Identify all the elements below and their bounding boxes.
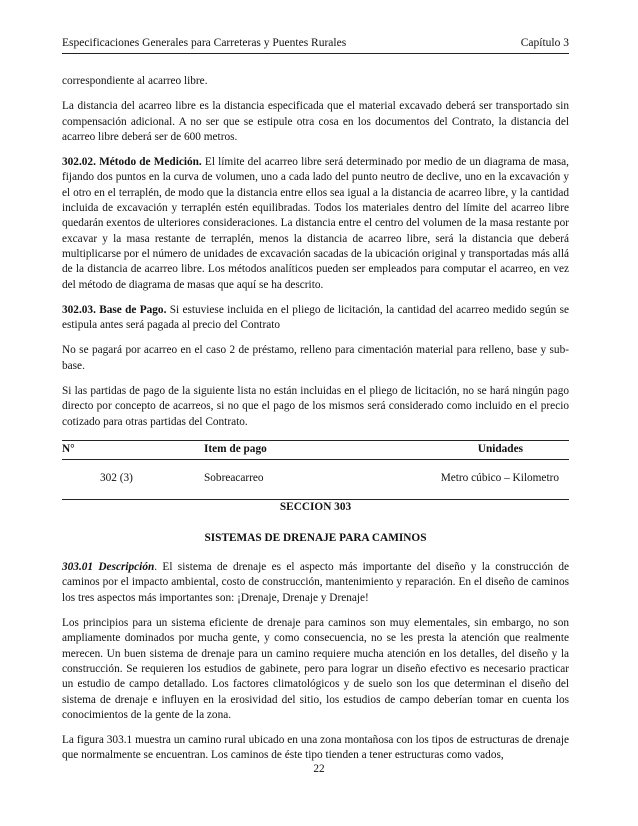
paragraph: Los principios para un sistema eficiente de drenaje para caminos son muy elementales, sin embargo, no son ampliamente dominados por mucha gente, y como consecuencia, no se les presta la atención que realmente merecen. Un buen sistema de drenaje para un camino requiere mucha atención en los detalles, del diseño y la construcción. Se requieren los estudios de gabinete, pero para lograr un diseño efectivo es necesario practicar un estudio de campo detallado. Los factores climatológicos y de suelo son los que determinan el diseño del sistema de drenaje e influyen en la erosividad del sitio, los estudios de campo deberían tomar en cuenta los conocimientos de la gente de la zona. bbox=[62, 617, 569, 721]
header-number: N° bbox=[62, 440, 204, 459]
heading-302-03: 302.03. Base de Pago. bbox=[62, 303, 167, 316]
pay-items-table bbox=[62, 440, 569, 500]
paragraph: No se pagará por acarreo en el caso 2 de préstamo, relleno para cimentación material para relleno, base y sub-base. bbox=[62, 344, 569, 372]
paragraph: Si las partidas de pago de la siguiente lista no están incluidas en el pliego de licitación, no se hará ningún pago directo por concepto de acarreos, si no que el pago de los mismos será considerado como incluido en el precio cotizado para otras partidas del Contrato. bbox=[62, 385, 569, 428]
header-chapter: Capítulo 3 bbox=[520, 37, 569, 49]
paragraph-body: . El sistema de drenaje es el aspecto más importante del diseño y la construcción de caminos por el impacto ambiental, costo de construcción, mantenimiento y reparación. En el diseño de caminos los tres aspectos más importantes son: ¡Drenaje, Drenaje y Drenaje! bbox=[62, 561, 569, 604]
paragraph-payment bbox=[62, 303, 569, 334]
heading-303-01: 303.01 Descripción bbox=[62, 561, 155, 574]
cell-number: 302 (3) bbox=[62, 460, 204, 499]
page-body bbox=[62, 74, 569, 774]
header-item: Item de pago bbox=[204, 440, 426, 459]
paragraph-measurement bbox=[62, 155, 569, 293]
paragraph: La figura 303.1 muestra un camino rural ubicado en una zona montañosa con los tipos de estructuras de drenaje que normalmente se encuentran. Los caminos de éste tipo tienden a tener estructuras como vados, bbox=[62, 734, 569, 762]
table-row bbox=[62, 460, 569, 499]
section-subtitle: SISTEMAS DE DRENAJE PARA CAMINOS bbox=[204, 531, 427, 544]
cell-units: Metro cúbico – Kilometro bbox=[426, 460, 569, 499]
paragraph: correspondiente al acarreo libre. bbox=[62, 75, 208, 87]
paragraph: La distancia del acarreo libre es la distancia especificada que el material excavado deberá ser transportado sin compensación adicional. A no ser que se estipule otra cosa en los documentos del Contrato, la distancia del acarreo libre deberá ser de 600 metros. bbox=[62, 100, 569, 143]
header-units: Unidades bbox=[426, 440, 569, 459]
cell-item: Sobreacarreo bbox=[204, 460, 426, 499]
section-title: SECCION 303 bbox=[279, 500, 352, 513]
page-number: 22 bbox=[313, 763, 325, 775]
running-header bbox=[62, 37, 569, 54]
table-header-row bbox=[62, 440, 569, 459]
header-title: Especificaciones Generales para Carreteras y Puentes Rurales bbox=[62, 37, 347, 49]
heading-302-02: 302.02. Método de Medición. bbox=[62, 156, 202, 169]
paragraph-body: El límite del acarreo libre será determinado por medio de un diagrama de masa, fijando dos puntos en la curva de volumen, uno a cada lado del punto neutro de declive, uno en la excavación y el otro en el terraplén, de modo que la distancia entre ellos sea igual a la distancia de acarreo libre, y la cantidad incluida de excavación y terraplén estén equilibradas. Todos los materiales dentro del límite del acarreo libre quedarán exentos de ulteriores consideraciones. La distancia entre el centro del volumen de la masa restante por excavar y la masa restante de terraplén, menos la distancia de acarreo libre, será la distancia que deberá multiplicarse por el número de unidades de excavación sacadas de la ubicación original y transportadas más allá de la distancia de acarreo libre. Los métodos analíticos pueden ser empleados para computar el acarreo, en vez del método de diagrama de masas que aquí se ha descrito. bbox=[62, 156, 569, 291]
paragraph-description bbox=[62, 560, 569, 606]
paragraph-body: Si estuviese incluida en el pliego de licitación, la cantidad del acarreo medido según se estipula antes será pagada al precio del Contrato bbox=[62, 303, 569, 332]
